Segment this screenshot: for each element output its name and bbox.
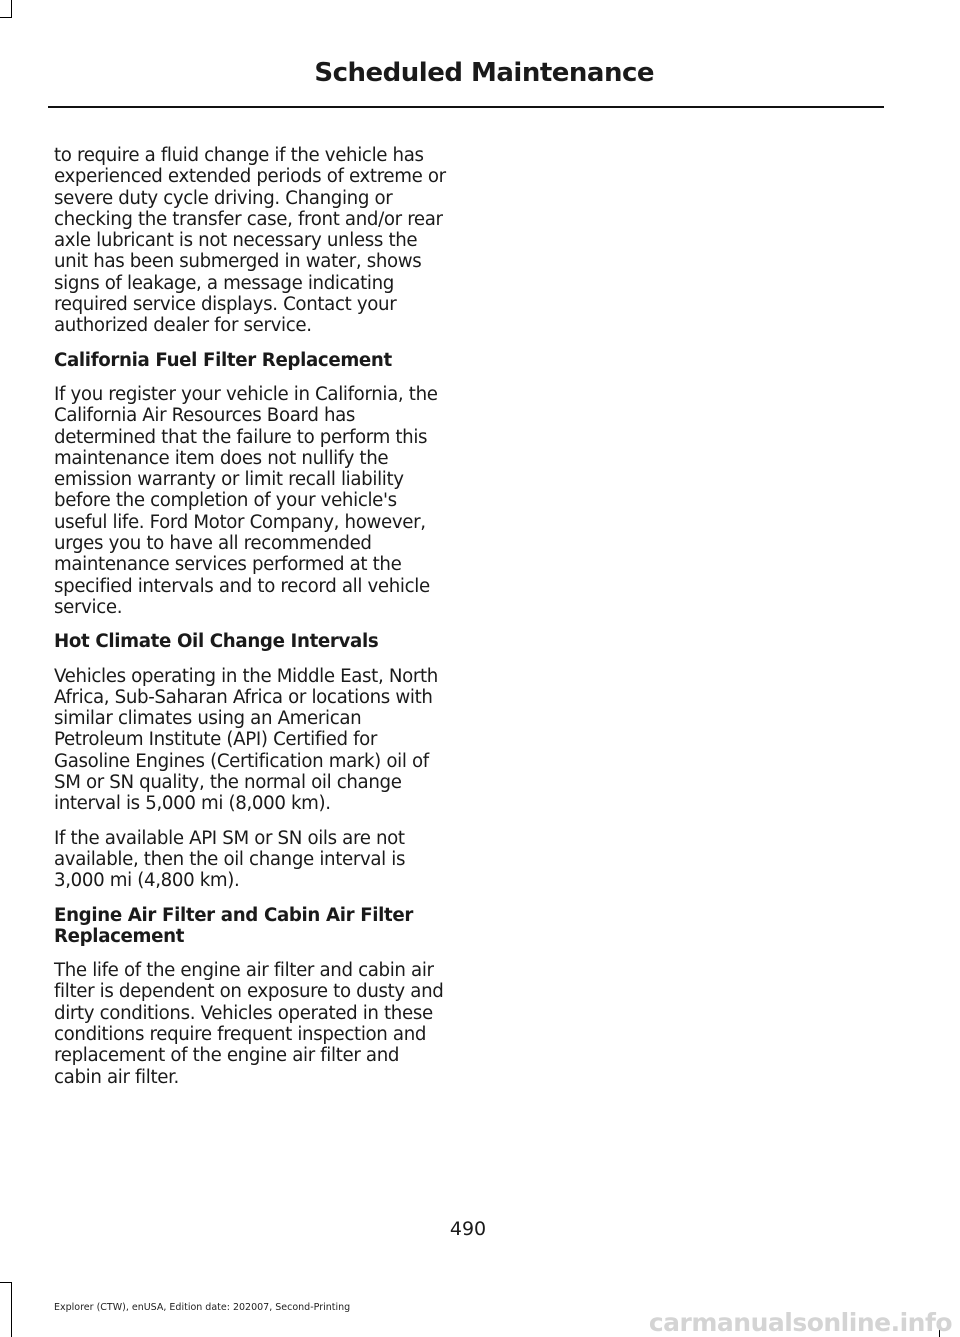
header-divider: [48, 106, 884, 108]
watermark: carmanualsonline.info: [648, 1308, 952, 1337]
page-title: Scheduled Maintenance: [314, 58, 654, 88]
paragraph-hot-climate-1: Vehicles operating in the Middle East, North Africa, Sub-Saharan Africa or locations with similar climates using an American Petroleum Institute (API) Certified for Gasoline Engines (Certification mark) oil of SM or SN quality, the normal oil change interval is 5,000 mi (8,000 km).: [54, 665, 438, 815]
crop-mark: [0, 1282, 12, 1283]
crop-mark: [0, 17, 12, 18]
paragraph-fuel-filter: If you register your vehicle in California, the California Air Resources Board has determined that the failure to perform this maintenance item does not nullify the emission warranty or limit recall liability before the completion of your vehicle's useful life. Ford Motor Company, however, urges you to have all recommended maintenance services performed at the specified intervals and to record all vehicle service.: [54, 383, 438, 618]
crop-mark: [11, 1282, 12, 1337]
crop-mark: [11, 0, 12, 18]
edition-footer: Explorer (CTW), enUSA, Edition date: 202007, Second-Printing: [54, 1302, 351, 1313]
section-heading-fuel-filter: California Fuel Filter Replacement: [54, 349, 392, 371]
main-content: [54, 145, 450, 1101]
section-heading-hot-climate: Hot Climate Oil Change Intervals: [54, 631, 379, 653]
paragraph-hot-climate-2: If the available API SM or SN oils are not available, then the oil change interval is 3,000 mi (4,800 km).: [54, 827, 406, 892]
section-heading-air-filter: Engine Air Filter and Cabin Air Filter Replacement: [54, 904, 414, 947]
paragraph-air-filter: The life of the engine air filter and cabin air filter is dependent on exposure to dusty and dirty conditions. Vehicles operated in these conditions require frequent inspection and replacement of the engine air filter and cabin air filter.: [54, 960, 444, 1088]
paragraph-continued: to require a fluid change if the vehicle has experienced extended periods of extreme or severe duty cycle driving. Changing or checking the transfer case, front and/or rear axle lubricant is not necessary unless the unit has been submerged in water, shows signs of leakage, a message indicating required service displays. Contact your authorized dealer for service.: [54, 145, 446, 337]
page-number: 490: [449, 1218, 487, 1240]
